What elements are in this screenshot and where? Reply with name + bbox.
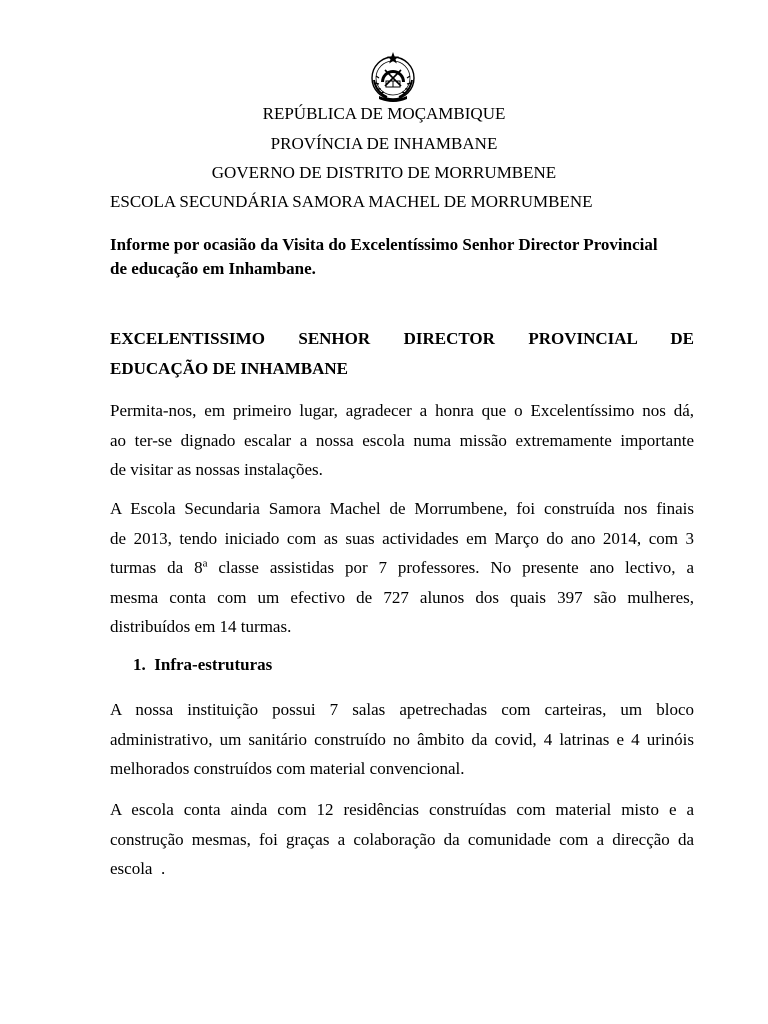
salutation — [110, 324, 694, 384]
paragraph-line: construção mesmas, foi graças a colaboração da comunidade com a direcção da — [110, 829, 694, 849]
salutation-line-2: EDUCAÇÃO DE INHAMBANE — [110, 359, 349, 378]
paragraph-line: Permita-nos, em primeiro lugar, agradecer a honra que o Excelentíssimo nos dá, — [110, 401, 694, 420]
subject-line-2: de educação em Inhambane. — [110, 259, 316, 278]
section-number: 1. — [133, 655, 146, 674]
paragraph-line: administrativo, um sanitário construído no âmbito da covid, 4 latrinas e 4 urinóis — [110, 729, 694, 749]
district-government: GOVERNO DE DISTRITO DE MORRUMBENE — [211, 163, 557, 182]
paragraph-line: distribuídos em 14 turmas. — [110, 617, 292, 636]
paragraph-line: A Escola Secundaria Samora Machel de Morrumbene, foi construída nos finais — [110, 499, 694, 518]
paragraph-residences — [110, 795, 694, 884]
school-name: ESCOLA SECUNDÁRIA SAMORA MACHEL DE MORRUMBENE — [110, 192, 593, 211]
paragraph-intro — [110, 396, 694, 485]
paragraph-line: mesma conta com um efectivo de 727 alunos dos quais 397 são mulheres, — [110, 587, 694, 607]
paragraph-line: escola . — [110, 859, 166, 878]
paragraph-line-grade — [110, 553, 694, 583]
paragraph-line: A escola conta ainda com 12 residências construídas com material misto e a — [110, 800, 694, 819]
country-name: REPÚBLICA DE MOÇAMBIQUE — [262, 104, 506, 123]
subject-line-1: Informe por ocasião da Visita do Excelentíssimo Senhor Director Provincial — [110, 235, 658, 254]
section-heading — [133, 655, 272, 675]
report-subject — [110, 233, 694, 281]
paragraph-history — [110, 494, 694, 642]
paragraph-line: ao ter-se dignado escalar a nossa escola numa missão extremamente importante — [110, 430, 694, 450]
ordinal-superscript: a — [202, 557, 208, 570]
paragraph-line: de visitar as nossas instalações. — [110, 460, 323, 479]
paragraph-infrastructure — [110, 695, 694, 784]
section-title: Infra-estruturas — [154, 655, 273, 674]
paragraph-line: melhorados construídos com material convencional. — [110, 759, 465, 778]
paragraph-line: de 2013, tendo iniciado com as suas actividades em Março do ano 2014, com 3 — [110, 528, 694, 548]
grade-text-end: classe assistidas por 7 professores. No presente ano lectivo, a — [207, 558, 694, 577]
salutation-line-1: EXCELENTISSIMO SENHOR DIRECTOR PROVINCIAL DE — [110, 329, 694, 348]
mozambique-coat-of-arms-icon — [367, 50, 419, 102]
grade-text-start: turmas da 8 — [110, 558, 203, 577]
paragraph-line: A nossa instituição possui 7 salas apetrechadas com carteiras, um bloco — [110, 700, 694, 719]
province-name: PROVÍNCIA DE INHAMBANE — [270, 134, 498, 153]
